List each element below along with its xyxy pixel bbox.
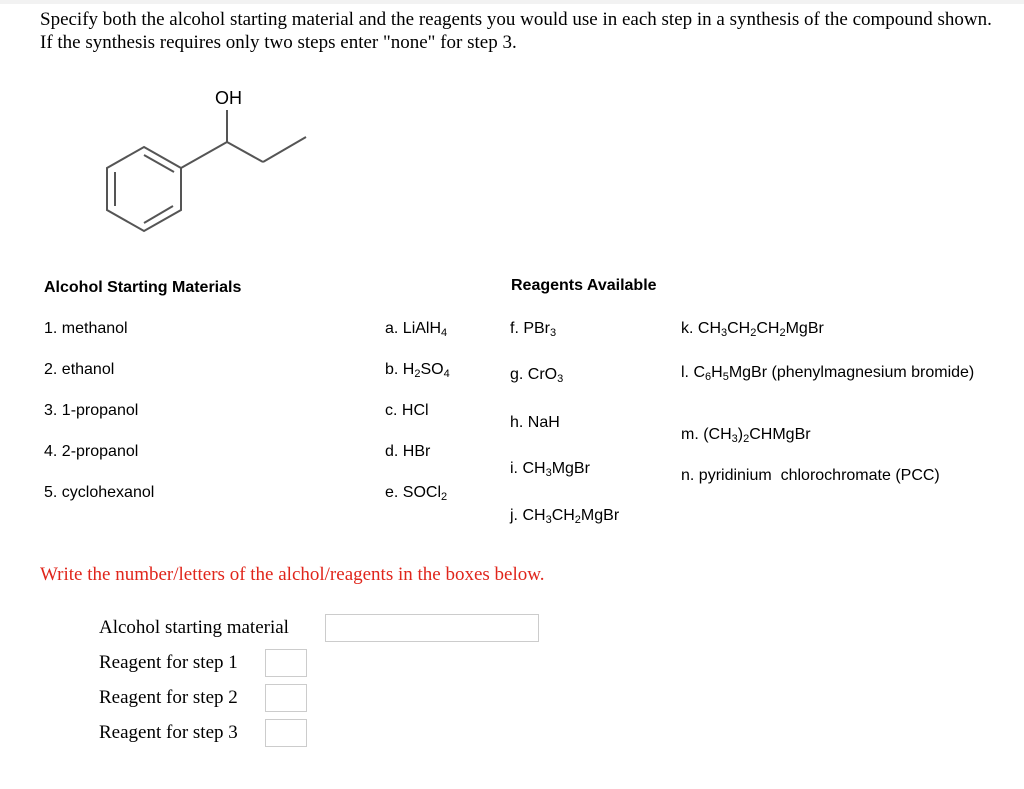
alcohol-option-5: 5. cyclohexanol [44,484,155,501]
reagents-heading: Reagents Available [511,277,657,294]
reagent-e: e. SOCl$_2$ [385,484,448,503]
reagent-f: f. PBr$_3$ [510,320,557,339]
reagent-i: i. $CH_3MgBr$ [510,460,590,479]
reagent-step-3-input[interactable] [265,719,307,747]
reagent-c: c. HCl [385,402,429,419]
reagent-l: l. $C_6H_5MgBr$ (phenylmagnesium bromide) [681,364,975,383]
alcohol-starting-material-label: Alcohol starting material [99,617,289,638]
reagent-a: a. LiAlH$_4$ [385,320,448,339]
reagent-d: d. HBr [385,443,431,460]
alcohol-option-2: 2. ethanol [44,361,115,378]
instruction-text: Write the number/letters of the alchol/reagents in the boxes below. [40,564,545,585]
reagent-step-1-label: Reagent for step 1 [99,652,238,673]
oh-label: OH [215,88,242,108]
reagent-h: h. NaH [510,414,560,431]
ring-double-bond-2 [144,206,173,223]
bond-ring-to-carbinol [181,142,227,168]
benzene-ring [107,147,181,231]
alcohol-option-4: 4. 2-propanol [44,443,139,460]
top-border [0,0,1024,4]
reagent-step-3-label: Reagent for step 3 [99,722,238,743]
reagent-step-2-input[interactable] [265,684,307,712]
alcohols-heading: Alcohol Starting Materials [44,279,242,296]
reagent-step-1-input[interactable] [265,649,307,677]
bond-ch2-ch3 [263,137,306,162]
reagent-n: n. pyridinium chlorochromate (PCC) [681,467,940,484]
alcohol-option-1: 1. methanol [44,320,128,337]
question-text: Specify both the alcohol starting material and the reagents you would use in each step in a synthesis of the compound shown. If the synthesis requires only two steps enter "none" for step 3. [40,9,992,53]
alcohol-starting-material-input[interactable] [325,614,539,642]
reagent-b: b. $H_2SO_4$ [385,361,450,380]
reagent-j: j. $CH_3CH_2MgBr$ [510,507,620,526]
reagent-m: m. $(CH_3)_2CHMgBr$ [681,426,811,445]
alcohol-option-3: 3. 1-propanol [44,402,139,419]
reagent-k: k. $CH_3CH_2CH_2MgBr$ [681,320,824,339]
molecule-structure [60,80,360,250]
ring-double-bond-1 [144,155,174,172]
reagent-g: g. CrO$_3$ [510,366,564,385]
bond-c-ch2 [227,142,263,162]
reagent-step-2-label: Reagent for step 2 [99,687,238,708]
